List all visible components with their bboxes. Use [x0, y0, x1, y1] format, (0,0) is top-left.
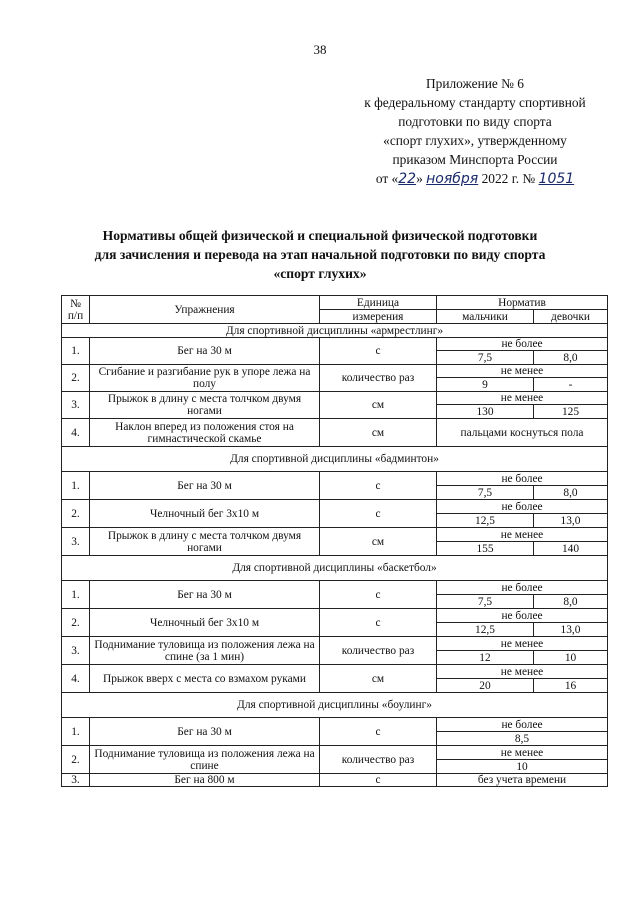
header-boys: мальчики	[437, 310, 534, 324]
row-exercise: Бег на 30 м	[90, 718, 320, 746]
row-unit: с	[320, 500, 437, 528]
row-both: 8,5	[437, 732, 608, 746]
header-unit-line2: измерения	[320, 310, 437, 324]
handwritten-month: ноября	[426, 171, 479, 187]
row-boys: 130	[437, 405, 534, 419]
row-condition: не менее	[437, 637, 608, 651]
row-girls: 10	[534, 651, 608, 665]
row-exercise: Бег на 30 м	[90, 472, 320, 500]
row-exercise: Бег на 30 м	[90, 338, 320, 365]
section-badminton	[62, 447, 608, 556]
row-girls: 8,0	[534, 595, 608, 609]
appendix-line: подготовки по виду спорта	[398, 114, 552, 129]
row-girls: 140	[534, 542, 608, 556]
section-armwrestling	[62, 324, 608, 447]
row-num: 1.	[62, 472, 90, 500]
row-condition: не более	[437, 609, 608, 623]
title-line: для зачисления и перевода на этап начальной подготовки по виду спорта	[94, 247, 546, 262]
row-condition: не менее	[437, 528, 608, 542]
row-unit: с	[320, 609, 437, 637]
row-unit: с	[320, 472, 437, 500]
row-exercise: Прыжок в длину с места толчком двумя ногами	[90, 392, 320, 419]
row-exercise: Челночный бег 3x10 м	[90, 609, 320, 637]
section-title: Для спортивной дисциплины «бадминтон»	[62, 447, 608, 472]
handwritten-order-number: 1051	[538, 171, 575, 187]
row-boys: 12,5	[437, 623, 534, 637]
appendix-line: Приложение № 6	[425, 76, 525, 91]
appendix-block	[330, 74, 620, 189]
row-exercise: Наклон вперед из положения стоя на гимнастической скамье	[90, 419, 320, 447]
row-exercise: Бег на 800 м	[90, 774, 320, 787]
section-title: Для спортивной дисциплины «армрестлинг»	[62, 324, 608, 338]
appendix-line: «спорт глухих», утвержденному	[383, 133, 567, 148]
row-condition: не более	[437, 338, 608, 351]
row-combined: без учета времени	[437, 774, 608, 787]
row-girls: 13,0	[534, 514, 608, 528]
row-boys: 7,5	[437, 351, 534, 365]
row-boys: 7,5	[437, 595, 534, 609]
row-exercise: Челночный бег 3x10 м	[90, 500, 320, 528]
page-number: 38	[313, 42, 327, 57]
row-exercise: Поднимание туловища из положения лежа на спине (за 1 мин)	[90, 637, 320, 665]
row-unit: с	[320, 338, 437, 365]
row-num: 4.	[62, 665, 90, 693]
row-num: 1.	[62, 338, 90, 365]
header-exercise: Упражнения	[90, 296, 320, 324]
handwritten-day: 22	[398, 171, 417, 187]
row-num: 3.	[62, 528, 90, 556]
row-unit: количество раз	[320, 365, 437, 392]
row-girls: 16	[534, 679, 608, 693]
row-boys: 12	[437, 651, 534, 665]
row-unit: см	[320, 392, 437, 419]
row-unit: с	[320, 718, 437, 746]
appendix-date-line	[330, 169, 620, 189]
row-condition: не менее	[437, 746, 608, 760]
row-exercise: Прыжок в длину с места толчком двумя ногами	[90, 528, 320, 556]
row-girls: 125	[534, 405, 608, 419]
row-exercise: Прыжок вверх с места со взмахом руками	[90, 665, 320, 693]
row-girls: 8,0	[534, 351, 608, 365]
row-condition: не более	[437, 718, 608, 732]
row-boys: 20	[437, 679, 534, 693]
row-unit: с	[320, 581, 437, 609]
row-girls: 13,0	[534, 623, 608, 637]
row-girls: -	[534, 378, 608, 392]
row-condition: не менее	[437, 665, 608, 679]
norms-table	[61, 295, 608, 787]
row-num: 2.	[62, 365, 90, 392]
row-exercise: Сгибание и разгибание рук в упоре лежа на полу	[90, 365, 320, 392]
row-condition: не менее	[437, 392, 608, 405]
row-condition: не более	[437, 500, 608, 514]
row-boys: 12,5	[437, 514, 534, 528]
row-unit: количество раз	[320, 746, 437, 774]
row-exercise: Бег на 30 м	[90, 581, 320, 609]
row-num: 4.	[62, 419, 90, 447]
row-num: 1.	[62, 718, 90, 746]
row-girls: 8,0	[534, 486, 608, 500]
section-title: Для спортивной дисциплины «боулинг»	[62, 693, 608, 718]
row-num: 2.	[62, 500, 90, 528]
header-num: № п/п	[62, 296, 90, 324]
row-unit: см	[320, 528, 437, 556]
header-girls: девочки	[534, 310, 608, 324]
title-line: «спорт глухих»	[273, 266, 367, 281]
header-norm: Норматив	[437, 296, 608, 310]
row-combined: пальцами коснуться пола	[437, 419, 608, 447]
section-title: Для спортивной дисциплины «баскетбол»	[62, 556, 608, 581]
section-basketball	[62, 556, 608, 693]
row-unit: см	[320, 665, 437, 693]
section-bowling	[62, 693, 608, 787]
row-condition: не менее	[437, 365, 608, 378]
appendix-line: к федеральному стандарту спортивной	[364, 95, 586, 110]
row-num: 3.	[62, 392, 90, 419]
document-title	[20, 226, 620, 283]
title-line: Нормативы общей физической и специальной физической подготовки	[102, 228, 538, 243]
date-year: 2022 г. №	[481, 171, 536, 186]
row-unit: см	[320, 419, 437, 447]
date-prefix: от «	[375, 171, 399, 186]
date-mid: »	[416, 171, 423, 186]
row-num: 2.	[62, 746, 90, 774]
row-boys: 155	[437, 542, 534, 556]
row-both: 10	[437, 760, 608, 774]
row-boys: 9	[437, 378, 534, 392]
appendix-line: приказом Минспорта России	[392, 152, 558, 167]
row-num: 2.	[62, 609, 90, 637]
row-num: 3.	[62, 774, 90, 787]
row-exercise: Поднимание туловища из положения лежа на спине	[90, 746, 320, 774]
row-condition: не более	[437, 581, 608, 595]
row-unit: с	[320, 774, 437, 787]
row-num: 3.	[62, 637, 90, 665]
row-boys: 7,5	[437, 486, 534, 500]
row-condition: не более	[437, 472, 608, 486]
header-unit: Единица	[320, 296, 437, 310]
row-unit: количество раз	[320, 637, 437, 665]
row-num: 1.	[62, 581, 90, 609]
